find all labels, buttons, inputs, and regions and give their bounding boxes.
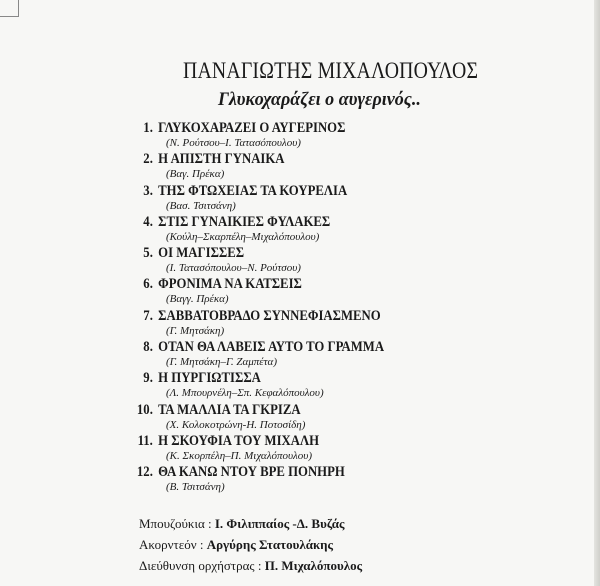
track-credit: (Β. Τσιτσάνη) [166,481,225,494]
track-credit: (Βασ. Τσιτσάνη) [166,199,236,212]
track-title [130,308,381,325]
track-number: 5. [143,245,153,262]
track-credit: (Χ. Κολοκοτρώνη-Η. Ποτοσίδη) [166,418,306,431]
track-name: ΤΑ ΜΑΛΛΙΑ ΤΑ ΓΚΡΙΖΑ [158,401,301,418]
track-title [130,339,384,356]
track-name: Η ΠΥΡΓΙΩΤΙΣΣΑ [158,370,261,387]
track-credit: (Κούλη–Σκαρπέλη–Μιχαλόπουλου) [166,230,320,243]
musician-credits [139,516,362,579]
track-credit: (Γ. Μητσάκη–Γ. Ζαμπέτα) [166,356,277,369]
track-title [130,120,345,137]
track-number: 12. [136,464,153,481]
track-name: ΣΑΒΒΑΤΟΒΡΑΔΟ ΣΥΝΝΕΦΙΑΣΜΕΝΟ [158,307,381,324]
track-item [130,120,570,151]
artist-name: ΠΑΝΑΓΙΩΤΗΣ ΜΙΧΑΛΟΠΟΥΛΟΣ [183,58,479,83]
scan-corner-mark [0,0,19,17]
track-number: 10. [136,401,153,418]
track-credit: (Γ. Μητσάκη) [166,324,225,337]
track-number: 4. [143,213,153,230]
track-item [130,308,570,339]
track-name: ΟΙ ΜΑΓΙΣΣΕΣ [158,245,245,262]
track-name: Η ΣΚΟΥΦΙΑ ΤΟΥ ΜΙΧΑΛΗ [158,432,320,449]
credit-names: Αργύρης Στατουλάκης [206,537,334,552]
credit-line [139,558,362,579]
credit-line [139,537,362,558]
track-credit: (Ι. Τατασόπουλου–Ν. Ρούτσου) [166,262,301,275]
credit-role: Ακορντεόν : [139,537,207,552]
track-credit: (Ν. Ρούτσου–Ι. Τατασόπουλου) [166,137,301,149]
track-credit: (Κ. Σκορπέλη–Π. Μιχαλόπουλου) [166,449,313,462]
track-list [130,120,570,496]
track-item [130,433,570,464]
track-title [130,151,285,168]
track-number: 1. [143,120,153,136]
track-title [130,402,301,419]
track-title [130,183,347,200]
track-name: ΦΡΟΝΙΜΑ ΝΑ ΚΑΤΣΕΙΣ [158,276,302,293]
track-number: 2. [143,151,153,168]
track-item [130,214,570,245]
track-title [130,433,319,450]
track-title [130,370,261,387]
credit-role: Διεύθυνση ορχήστρας : [139,558,265,573]
track-credit: (Βαγ. Πρέκα) [166,168,225,181]
track-number: 7. [143,307,153,324]
track-item [130,370,570,401]
credit-names: Π. Μιχαλόπουλος [264,558,363,573]
track-number: 3. [143,182,153,199]
track-number: 11. [137,432,153,449]
track-item [130,402,570,433]
track-name: ΤΗΣ ΦΤΩΧΕΙΑΣ ΤΑ ΚΟΥΡΕΛΙΑ [158,182,348,199]
track-title [130,245,244,262]
scan-right-edge [594,0,600,586]
track-number: 8. [143,339,153,356]
track-item [130,183,570,214]
album-title: Γλυκοχαράζει ο αυγερινός.. [218,89,421,110]
track-credit: (Βαγγ. Πρέκα) [166,293,229,306]
track-item [130,151,570,182]
track-title [130,276,302,293]
track-name: ΟΤΑΝ ΘΑ ΛΑΒΕΙΣ ΑΥΤΟ ΤΟ ΓΡΑΜΜΑ [158,339,385,356]
track-item [130,245,570,276]
track-title [130,214,330,231]
track-item [130,276,570,307]
credit-names: Ι. Φιλιππαίος -Δ. Βυζάς [214,516,345,531]
track-number: 9. [143,370,153,387]
track-item [130,464,570,495]
track-number: 6. [143,276,153,293]
track-name: ΓΛΥΚΟΧΑΡΑΖΕΙ Ο ΑΥΓΕΡΙΝΟΣ [158,120,346,136]
track-title [130,464,345,481]
track-credit: (Λ. Μπουρνέλη–Σπ. Κεφαλόπουλου) [166,387,324,400]
credit-role: Μπουζούκια : [139,516,215,531]
track-name: ΣΤΙΣ ΓΥΝΑΙΚΙΕΣ ΦΥΛΑΚΕΣ [158,213,331,230]
track-name: Η ΑΠΙΣΤΗ ΓΥΝΑΙΚΑ [158,151,285,168]
credit-line [139,516,362,537]
track-item [130,339,570,370]
track-name: ΘΑ ΚΑΝΩ ΝΤΟΥ ΒΡΕ ΠΟΝΗΡΗ [158,464,345,481]
